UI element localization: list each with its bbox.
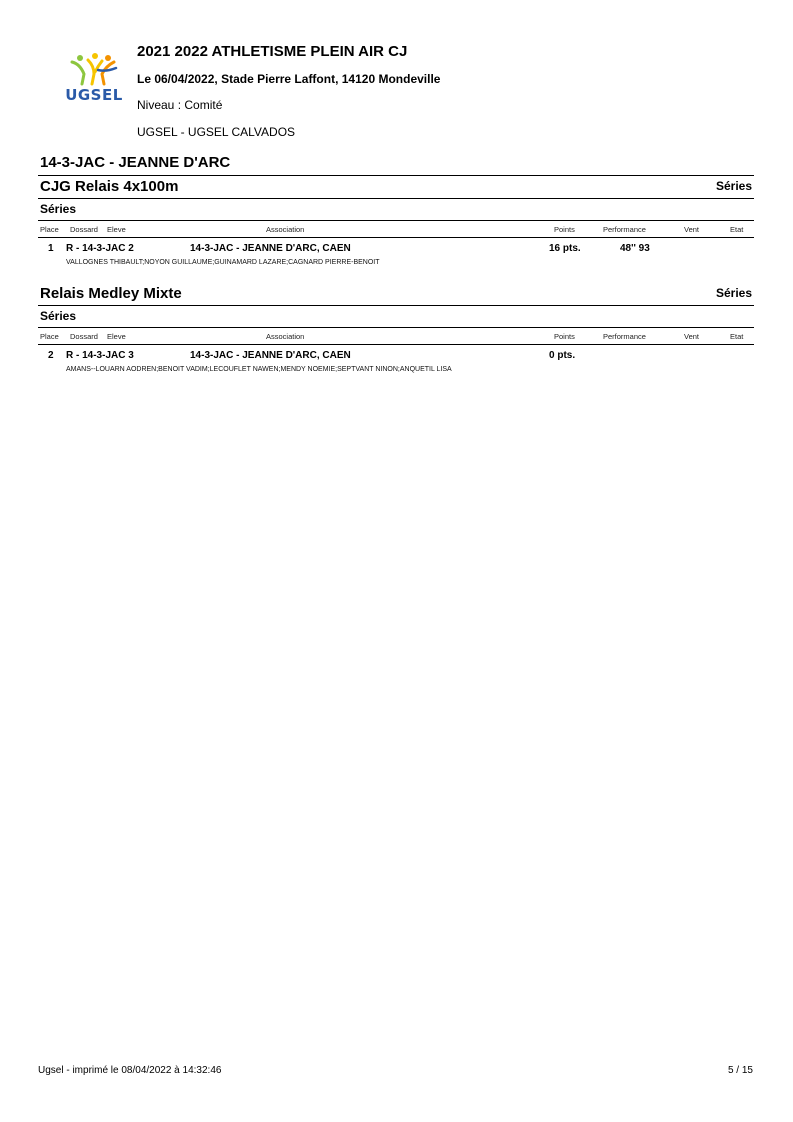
ugsel-logo — [62, 52, 126, 106]
result-association: 14-3-JAC - JEANNE D'ARC, CAEN — [190, 350, 351, 361]
col-etat: Etat — [730, 332, 744, 341]
col-vent: Vent — [684, 332, 700, 341]
event-name: Relais Medley Mixte — [40, 285, 182, 302]
col-place: Place — [40, 225, 59, 234]
col-dossard: Dossard — [70, 225, 98, 234]
col-association: Association — [266, 225, 305, 234]
page-number: 5 / 15 — [727, 1065, 753, 1076]
event-section — [38, 175, 754, 270]
event-date-location: Le 06/04/2022, Stade Pierre Laffont, 14120 Mondeville — [137, 72, 441, 86]
column-headers — [38, 221, 754, 238]
club-title: 14-3-JAC - JEANNE D'ARC — [40, 154, 231, 171]
col-dossard: Dossard — [70, 332, 98, 341]
col-performance: Performance — [603, 332, 646, 341]
page-title: 2021 2022 ATHLETISME PLEIN AIR CJ — [137, 43, 408, 60]
result-points: 0 pts. — [549, 350, 576, 361]
round-header — [38, 199, 754, 221]
result-row — [38, 238, 754, 256]
col-eleve: Eleve — [107, 332, 126, 341]
ugsel-figures-icon — [62, 52, 126, 88]
event-section — [38, 283, 754, 377]
competition-level: Niveau : Comité — [137, 98, 223, 112]
result-dossard: R - 14-3-JAC 3 — [66, 350, 134, 361]
result-dossard: R - 14-3-JAC 2 — [66, 243, 134, 254]
result-place: 1 — [48, 243, 54, 254]
col-performance: Performance — [603, 225, 646, 234]
result-athletes: AMANS--LOUARN AODREN;BENOIT VADIM;LECOUFLET NAWEN;MENDY NOEMIE;SEPTVANT NINON;ANQUETIL LISA — [66, 366, 452, 373]
col-vent: Vent — [684, 225, 700, 234]
round-label: Séries — [40, 309, 77, 323]
result-place: 2 — [48, 350, 54, 361]
logo-text: UGSEL — [65, 86, 123, 104]
result-performance: 48'' 93 — [620, 243, 650, 254]
col-etat: Etat — [730, 225, 744, 234]
col-association: Association — [266, 332, 305, 341]
col-points: Points — [554, 332, 575, 341]
col-eleve: Eleve — [107, 225, 126, 234]
round-label: Séries — [40, 202, 77, 216]
event-round-type: Séries — [715, 286, 752, 300]
col-points: Points — [554, 225, 575, 234]
column-headers — [38, 328, 754, 345]
print-timestamp: Ugsel - imprimé le 08/04/2022 à 14:32:46 — [38, 1065, 222, 1076]
event-name: CJG Relais 4x100m — [40, 178, 179, 195]
event-header — [38, 283, 754, 306]
col-place: Place — [40, 332, 59, 341]
round-header — [38, 306, 754, 328]
event-round-type: Séries — [715, 179, 752, 193]
organization: UGSEL - UGSEL CALVADOS — [137, 125, 296, 139]
result-association: 14-3-JAC - JEANNE D'ARC, CAEN — [190, 243, 351, 254]
result-points: 16 pts. — [549, 243, 581, 254]
event-header — [38, 175, 754, 199]
result-row — [38, 345, 754, 363]
result-athletes: VALLOGNES THIBAULT;NOYON GUILLAUME;GUINAMARD LAZARE;CAGNARD PIERRE-BENOIT — [66, 259, 380, 266]
